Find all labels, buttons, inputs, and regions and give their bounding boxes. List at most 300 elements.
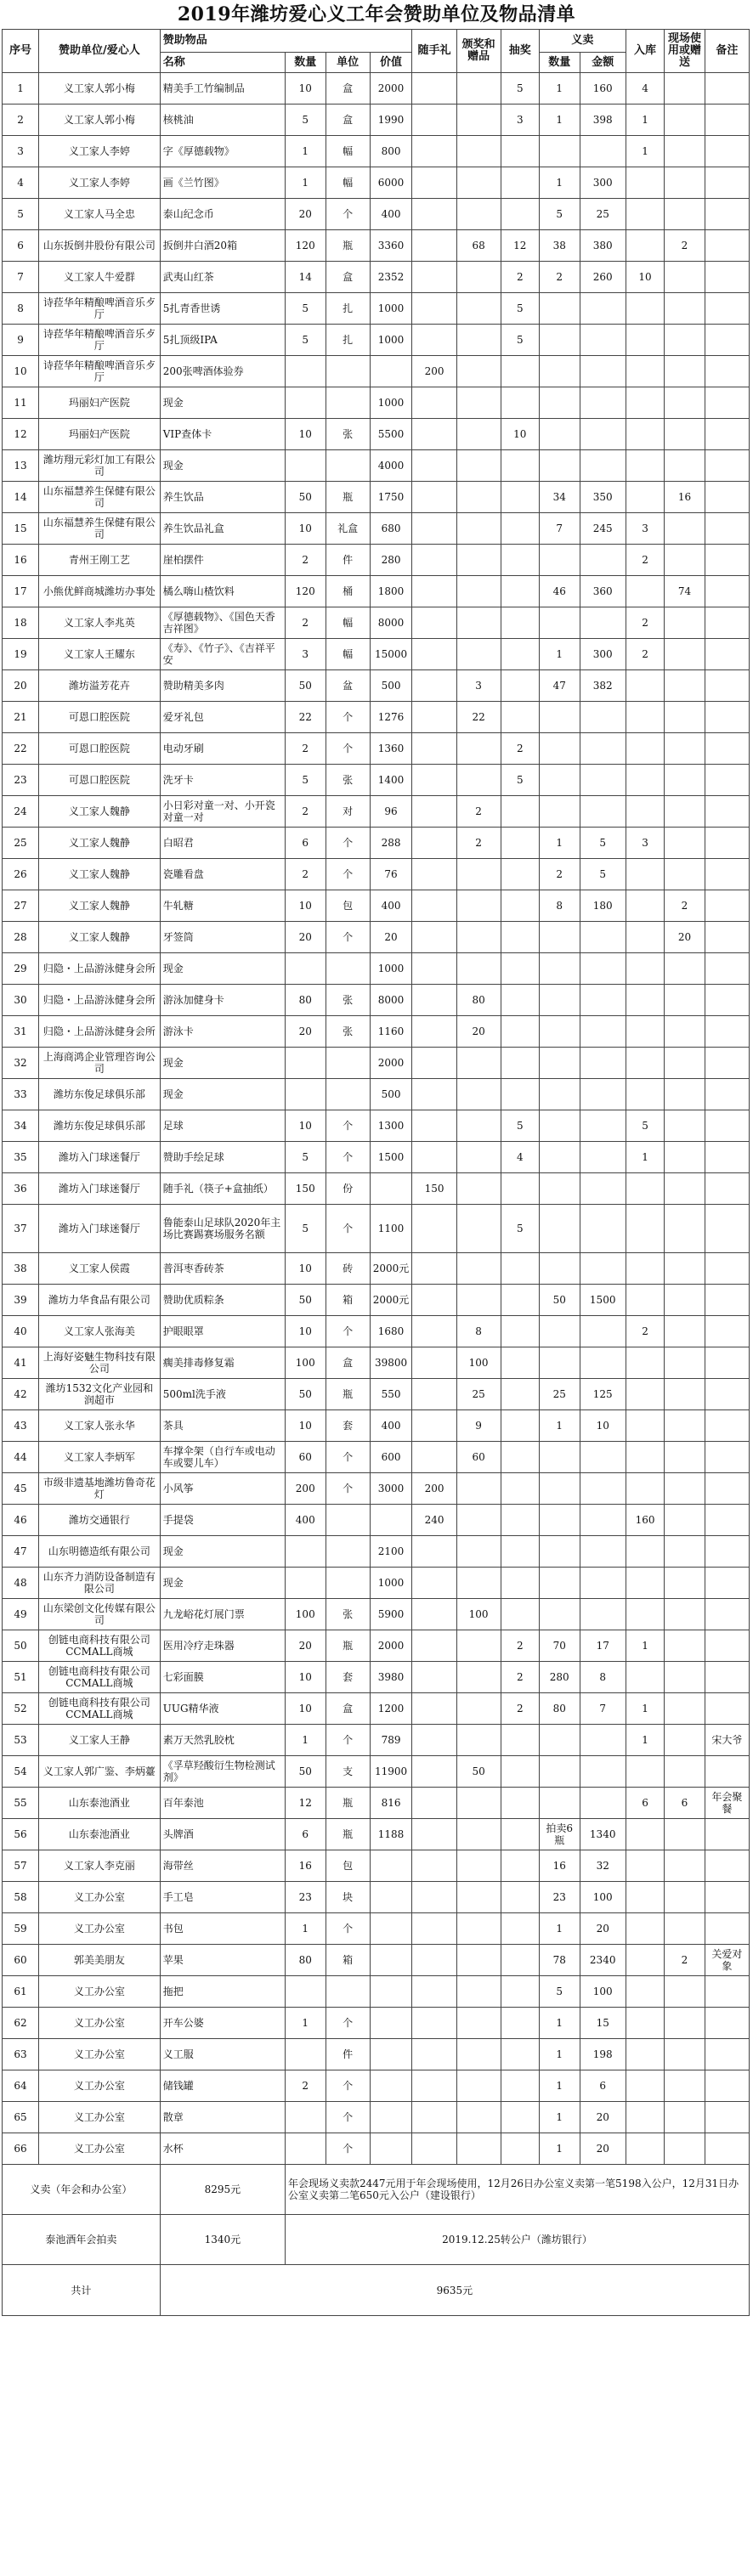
row-donor: 山东扳倒井股份有限公司: [39, 230, 161, 262]
row-lottery: [501, 1536, 539, 1568]
row-unit: [326, 953, 370, 985]
row-item-name: 洗牙卡: [160, 765, 285, 796]
row-qty: 10: [285, 73, 326, 105]
row-unit: 箱: [326, 1945, 370, 1976]
row-in: [626, 765, 664, 796]
row-item-name: 义工服: [160, 2039, 285, 2070]
row-sale-amount: [580, 1788, 626, 1819]
row-award: 100: [456, 1347, 501, 1379]
row-seq: 61: [3, 1976, 39, 2008]
row-remark: [705, 985, 749, 1016]
row-sale-amount: [580, 1536, 626, 1568]
row-donor: 义工家人魏静: [39, 922, 161, 953]
row-donor: 归隐・上品游泳健身会所: [39, 1016, 161, 1048]
row-lottery: [501, 922, 539, 953]
row-price: 1160: [370, 1016, 412, 1048]
row-in: 2: [626, 639, 664, 670]
row-sale-amount: [580, 733, 626, 765]
row-in: [626, 419, 664, 450]
row-item-name: 手提袋: [160, 1505, 285, 1536]
row-sale-qty: 47: [539, 670, 580, 702]
row-sale-qty: 1: [539, 2102, 580, 2133]
document-title: 2019年潍坊爱心义工年会赞助单位及物品清单: [177, 3, 576, 25]
row-onsite: [665, 765, 705, 796]
row-lottery: [501, 1347, 539, 1379]
row-sale-amount: 300: [580, 639, 626, 670]
row-unit: 张: [326, 985, 370, 1016]
row-unit: 件: [326, 2039, 370, 2070]
row-sale-qty: [539, 1110, 580, 1142]
row-donor: 山东福慧养生保健有限公司: [39, 482, 161, 513]
row-unit: 扎: [326, 325, 370, 356]
row-gift: [412, 167, 456, 199]
row-gift: [412, 293, 456, 325]
row-lottery: [501, 1016, 539, 1048]
row-sale-amount: [580, 545, 626, 576]
row-seq: 38: [3, 1253, 39, 1285]
row-remark: [705, 2102, 749, 2133]
row-seq: 1: [3, 73, 39, 105]
table-row: [3, 1819, 750, 1850]
row-qty: 5: [285, 765, 326, 796]
row-qty: [285, 2039, 326, 2070]
row-item-name: 扳倒井白酒20箱: [160, 230, 285, 262]
row-donor: 义工家人张海美: [39, 1316, 161, 1347]
row-sale-amount: [580, 1756, 626, 1788]
row-lottery: [501, 1599, 539, 1630]
row-award: [456, 1285, 501, 1316]
row-gift: [412, 576, 456, 607]
row-donor: 义工办公室: [39, 1913, 161, 1945]
row-lottery: [501, 356, 539, 387]
row-sale-amount: 260: [580, 262, 626, 293]
row-qty: 10: [285, 1410, 326, 1442]
row-sale-amount: 100: [580, 1882, 626, 1913]
row-seq: 57: [3, 1850, 39, 1882]
row-unit: [326, 1536, 370, 1568]
row-sale-amount: [580, 1316, 626, 1347]
row-onsite: 2: [665, 1945, 705, 1976]
row-sale-qty: 8: [539, 890, 580, 922]
row-gift: [412, 513, 456, 545]
row-seq: 51: [3, 1662, 39, 1693]
summary-auction-note: 2019.12.25转公户（潍坊银行）: [285, 2215, 749, 2265]
row-gift: [412, 1945, 456, 1976]
row-donor: 义工家人李兆英: [39, 607, 161, 639]
row-item-name: 水杯: [160, 2133, 285, 2165]
row-remark: [705, 2039, 749, 2070]
row-qty: 20: [285, 1630, 326, 1662]
row-donor: 义工家人魏静: [39, 796, 161, 828]
row-sale-amount: [580, 765, 626, 796]
row-price: 280: [370, 545, 412, 576]
row-gift: [412, 73, 456, 105]
row-lottery: [501, 1850, 539, 1882]
row-donor: 义工家人李婷: [39, 136, 161, 167]
row-sale-amount: 20: [580, 2102, 626, 2133]
row-price: 5500: [370, 419, 412, 450]
row-lottery: [501, 1913, 539, 1945]
row-lottery: [501, 1473, 539, 1505]
row-price: 6000: [370, 167, 412, 199]
row-award: 60: [456, 1442, 501, 1473]
table-row: [3, 545, 750, 576]
row-price: [370, 2039, 412, 2070]
row-sale-amount: 7: [580, 1693, 626, 1725]
row-lottery: [501, 1173, 539, 1205]
row-price: 1000: [370, 1568, 412, 1599]
row-award: 2: [456, 828, 501, 859]
row-qty: 2: [285, 733, 326, 765]
row-seq: 24: [3, 796, 39, 828]
row-gift: [412, 765, 456, 796]
header-sale-amount: 金额: [580, 53, 626, 73]
row-lottery: [501, 1048, 539, 1079]
row-seq: 60: [3, 1945, 39, 1976]
row-unit: 支: [326, 1756, 370, 1788]
row-qty: 10: [285, 1253, 326, 1285]
row-sale-qty: [539, 985, 580, 1016]
row-gift: [412, 262, 456, 293]
row-seq: 19: [3, 639, 39, 670]
row-in: 1: [626, 1725, 664, 1756]
row-qty: [285, 1079, 326, 1110]
row-sale-amount: [580, 1725, 626, 1756]
row-onsite: [665, 1473, 705, 1505]
row-in: 1: [626, 1693, 664, 1725]
row-price: 1300: [370, 1110, 412, 1142]
row-qty: [285, 1568, 326, 1599]
table-row: [3, 1505, 750, 1536]
row-lottery: 2: [501, 1693, 539, 1725]
row-seq: 37: [3, 1205, 39, 1253]
row-award: [456, 639, 501, 670]
row-lottery: 5: [501, 73, 539, 105]
row-lottery: [501, 828, 539, 859]
row-sale-amount: 398: [580, 105, 626, 136]
row-donor: 归隐・上品游泳健身会所: [39, 985, 161, 1016]
row-gift: 150: [412, 1173, 456, 1205]
row-remark: [705, 1016, 749, 1048]
row-donor: 山东梁创文化传媒有限公司: [39, 1599, 161, 1630]
row-seq: 58: [3, 1882, 39, 1913]
row-item-name: 现金: [160, 1536, 285, 1568]
row-price: 3360: [370, 230, 412, 262]
row-sale-amount: [580, 1473, 626, 1505]
row-onsite: [665, 1379, 705, 1410]
row-item-name: 500ml洗手液: [160, 1379, 285, 1410]
row-award: [456, 1142, 501, 1173]
row-award: [456, 1568, 501, 1599]
row-onsite: [665, 1913, 705, 1945]
table-row: [3, 1110, 750, 1142]
row-sale-amount: [580, 1505, 626, 1536]
row-unit: 盆: [326, 670, 370, 702]
row-lottery: 5: [501, 1205, 539, 1253]
row-qty: 1: [285, 2008, 326, 2039]
row-remark: [705, 828, 749, 859]
row-seq: 40: [3, 1316, 39, 1347]
row-item-name: 小日彩对童一对、小开瓷对童一对: [160, 796, 285, 828]
header-donor: 赞助单位/爱心人: [39, 30, 161, 73]
row-item-name: 苹果: [160, 1945, 285, 1976]
row-qty: 1: [285, 1725, 326, 1756]
row-award: [456, 953, 501, 985]
row-price: 400: [370, 890, 412, 922]
row-award: [456, 765, 501, 796]
row-onsite: [665, 953, 705, 985]
row-onsite: [665, 1205, 705, 1253]
row-unit: 个: [326, 1316, 370, 1347]
table-row: [3, 890, 750, 922]
header-qty: 数量: [285, 53, 326, 73]
row-qty: [285, 1048, 326, 1079]
row-lottery: [501, 1819, 539, 1850]
table-row: [3, 482, 750, 513]
row-lottery: [501, 1505, 539, 1536]
row-lottery: [501, 2133, 539, 2165]
row-qty: 1: [285, 136, 326, 167]
row-gift: [412, 1850, 456, 1882]
row-gift: [412, 136, 456, 167]
row-in: [626, 1850, 664, 1882]
row-donor: 山东泰池酒业: [39, 1819, 161, 1850]
row-gift: [412, 2133, 456, 2165]
row-price: 1276: [370, 702, 412, 733]
row-price: [370, 1913, 412, 1945]
row-sale-amount: [580, 1253, 626, 1285]
row-donor: 郭美美朋友: [39, 1945, 161, 1976]
row-unit: 张: [326, 1599, 370, 1630]
row-unit: 个: [326, 828, 370, 859]
row-price: 2352: [370, 262, 412, 293]
row-seq: 29: [3, 953, 39, 985]
row-remark: [705, 419, 749, 450]
row-remark: [705, 1048, 749, 1079]
table-row: [3, 230, 750, 262]
row-lottery: [501, 1379, 539, 1410]
row-gift: [412, 953, 456, 985]
row-price: 1360: [370, 733, 412, 765]
row-lottery: 5: [501, 293, 539, 325]
row-gift: 240: [412, 1505, 456, 1536]
table-row: [3, 828, 750, 859]
row-in: 1: [626, 136, 664, 167]
table-row: [3, 1976, 750, 2008]
row-remark: [705, 293, 749, 325]
row-gift: [412, 1693, 456, 1725]
row-remark: [705, 230, 749, 262]
row-in: [626, 1976, 664, 2008]
row-in: [626, 1536, 664, 1568]
row-onsite: [665, 513, 705, 545]
row-sale-amount: 17: [580, 1630, 626, 1662]
row-sale-amount: [580, 1048, 626, 1079]
row-in: 1: [626, 105, 664, 136]
row-sale-amount: 1500: [580, 1285, 626, 1316]
table-row: [3, 2133, 750, 2165]
row-in: [626, 1882, 664, 1913]
row-remark: [705, 325, 749, 356]
table-row: [3, 387, 750, 419]
row-onsite: [665, 1173, 705, 1205]
row-sale-qty: [539, 356, 580, 387]
row-qty: 2: [285, 796, 326, 828]
row-item-name: 养生饮品礼盒: [160, 513, 285, 545]
row-sale-qty: 1: [539, 105, 580, 136]
row-unit: [326, 1048, 370, 1079]
row-price: [370, 1882, 412, 1913]
row-onsite: [665, 1048, 705, 1079]
table-row: [3, 1285, 750, 1316]
row-qty: 2: [285, 2070, 326, 2102]
row-item-name: 车撑伞架（自行车或电动车或婴儿车）: [160, 1442, 285, 1473]
row-donor: 义工家人马全忠: [39, 199, 161, 230]
row-unit: 礼盒: [326, 513, 370, 545]
row-item-name: 拖把: [160, 1976, 285, 2008]
row-sale-amount: [580, 702, 626, 733]
row-item-name: 爱牙礼包: [160, 702, 285, 733]
row-qty: 100: [285, 1599, 326, 1630]
row-unit: [326, 356, 370, 387]
row-sale-qty: 1: [539, 2039, 580, 2070]
row-donor: 义工家人李炳军: [39, 1442, 161, 1473]
row-sale-amount: 32: [580, 1850, 626, 1882]
row-remark: [705, 922, 749, 953]
row-remark: [705, 262, 749, 293]
table-row: [3, 576, 750, 607]
row-unit: 张: [326, 1016, 370, 1048]
row-remark: [705, 1819, 749, 1850]
row-qty: [285, 953, 326, 985]
row-item-name: 七彩面膜: [160, 1662, 285, 1693]
row-item-name: 护眼眼罩: [160, 1316, 285, 1347]
row-sale-qty: 16: [539, 1850, 580, 1882]
header-gift: 随手礼: [412, 30, 456, 73]
row-gift: [412, 702, 456, 733]
row-seq: 26: [3, 859, 39, 890]
row-in: [626, 293, 664, 325]
row-gift: [412, 1205, 456, 1253]
row-in: [626, 450, 664, 482]
row-gift: [412, 199, 456, 230]
row-gift: [412, 325, 456, 356]
row-gift: [412, 2008, 456, 2039]
row-gift: [412, 1410, 456, 1442]
row-price: 11900: [370, 1756, 412, 1788]
row-sale-qty: [539, 1316, 580, 1347]
row-sale-qty: 1: [539, 167, 580, 199]
row-qty: 10: [285, 1693, 326, 1725]
row-price: 8000: [370, 985, 412, 1016]
row-award: 20: [456, 1016, 501, 1048]
row-sale-qty: 38: [539, 230, 580, 262]
row-qty: 150: [285, 1173, 326, 1205]
row-price: 15000: [370, 639, 412, 670]
row-sale-amount: [580, 1173, 626, 1205]
row-remark: [705, 765, 749, 796]
row-award: [456, 167, 501, 199]
row-in: [626, 576, 664, 607]
row-onsite: [665, 1693, 705, 1725]
table-row: [3, 2008, 750, 2039]
row-sale-qty: 78: [539, 1945, 580, 1976]
row-gift: [412, 1442, 456, 1473]
row-remark: [705, 1850, 749, 1882]
summary-charity-value: 8295元: [160, 2165, 285, 2215]
table-row: [3, 105, 750, 136]
row-donor: 义工家人王耀东: [39, 639, 161, 670]
row-remark: 关爱对象: [705, 1945, 749, 1976]
row-item-name: 瘸美排毒修复霜: [160, 1347, 285, 1379]
row-gift: [412, 607, 456, 639]
row-qty: 6: [285, 828, 326, 859]
row-donor: 潍坊东俊足球俱乐部: [39, 1079, 161, 1110]
row-onsite: [665, 199, 705, 230]
summary-auction-value: 1340元: [160, 2215, 285, 2265]
row-qty: 80: [285, 1945, 326, 1976]
row-seq: 44: [3, 1442, 39, 1473]
row-unit: 个: [326, 2008, 370, 2039]
row-in: [626, 859, 664, 890]
table-row: [3, 325, 750, 356]
row-qty: 1: [285, 1913, 326, 1945]
row-in: [626, 167, 664, 199]
row-donor: 潍坊入门球迷餐厅: [39, 1205, 161, 1253]
row-onsite: [665, 1285, 705, 1316]
row-sale-amount: 125: [580, 1379, 626, 1410]
row-seq: 52: [3, 1693, 39, 1725]
row-price: 550: [370, 1379, 412, 1410]
row-lottery: [501, 450, 539, 482]
row-sale-amount: [580, 1568, 626, 1599]
row-donor: 潍坊溢芳花卉: [39, 670, 161, 702]
row-award: [456, 262, 501, 293]
row-qty: 2: [285, 859, 326, 890]
table-row: [3, 1662, 750, 1693]
row-gift: [412, 545, 456, 576]
row-in: [626, 1347, 664, 1379]
row-award: [456, 1819, 501, 1850]
row-award: 25: [456, 1379, 501, 1410]
row-seq: 17: [3, 576, 39, 607]
row-seq: 23: [3, 765, 39, 796]
row-award: [456, 450, 501, 482]
row-onsite: [665, 1630, 705, 1662]
row-donor: 义工办公室: [39, 2133, 161, 2165]
row-sale-qty: [539, 702, 580, 733]
row-qty: 6: [285, 1819, 326, 1850]
table-row: [3, 639, 750, 670]
row-sale-amount: 180: [580, 890, 626, 922]
row-in: [626, 890, 664, 922]
row-sale-amount: [580, 796, 626, 828]
row-lottery: [501, 796, 539, 828]
row-award: 8: [456, 1316, 501, 1347]
row-price: 500: [370, 1079, 412, 1110]
row-in: 1: [626, 1630, 664, 1662]
row-onsite: 16: [665, 482, 705, 513]
row-seq: 20: [3, 670, 39, 702]
row-unit: [326, 1505, 370, 1536]
row-unit: 个: [326, 199, 370, 230]
row-lottery: [501, 482, 539, 513]
row-donor: 义工家人李婷: [39, 167, 161, 199]
table-row: [3, 796, 750, 828]
header-seq: 序号: [3, 30, 39, 73]
table-row: [3, 1173, 750, 1205]
row-sale-qty: 1: [539, 1913, 580, 1945]
